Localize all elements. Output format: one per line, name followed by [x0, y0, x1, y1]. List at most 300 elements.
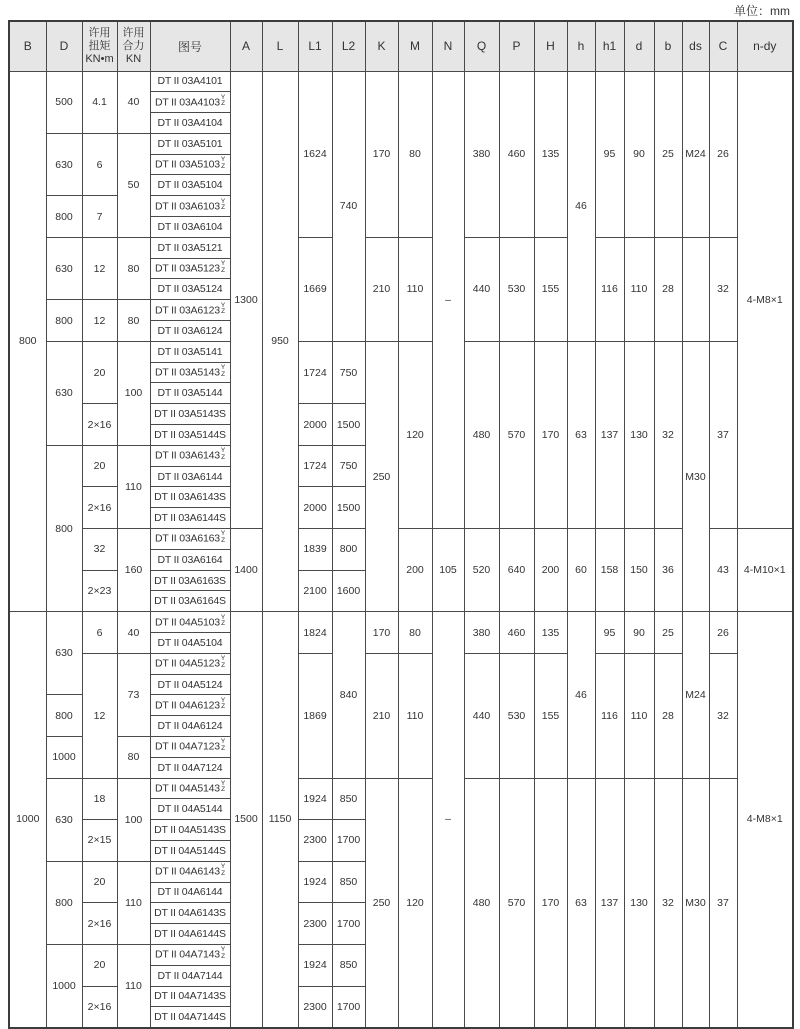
cell-h: 63 — [567, 778, 595, 1028]
drawing-number: DT II 04A6143 — [154, 865, 220, 878]
cell-TH — [150, 820, 230, 841]
cell-M: 110 — [398, 237, 432, 341]
cell-L1: 1724 — [298, 341, 332, 403]
drawing-number: DT II 04A5143S — [154, 824, 226, 837]
cell-TH — [150, 92, 230, 113]
cell-L2: 750 — [332, 341, 365, 403]
cell-D: 800 — [46, 445, 82, 611]
cell-TH — [150, 279, 230, 300]
col-header-Q: Q — [464, 21, 499, 71]
cell-HL: 80 — [117, 300, 150, 342]
col-header-C: C — [709, 21, 737, 71]
cell-TH — [150, 321, 230, 342]
cell-HL: 100 — [117, 778, 150, 861]
yz-top: Y — [220, 655, 226, 663]
cell-D: 1000 — [46, 944, 82, 1027]
drawing-number: DT II 04A6124 — [157, 720, 223, 733]
cell-NJ: 20 — [82, 341, 117, 403]
col-header-line: 合力 — [122, 39, 145, 52]
cell-TH — [150, 466, 230, 487]
cell-TH — [150, 362, 230, 383]
yz-variant-mark — [221, 864, 225, 877]
cell-TH — [150, 196, 230, 217]
yz-variant-mark — [221, 947, 225, 960]
table-row — [9, 71, 793, 92]
cell-b: 28 — [654, 653, 682, 778]
cell-NJ: 2×16 — [82, 404, 117, 446]
cell-h: 46 — [567, 612, 595, 778]
cell-L2: 1700 — [332, 903, 365, 945]
table-row — [9, 237, 793, 258]
cell-TH — [150, 965, 230, 986]
cell-L1: 2300 — [298, 986, 332, 1028]
cell-HL: 40 — [117, 71, 150, 133]
cell-h: 60 — [567, 529, 595, 612]
cell-M: 120 — [398, 778, 432, 1028]
cell-NJ: 12 — [82, 237, 117, 299]
cell-L1: 1924 — [298, 778, 332, 820]
cell-L: 1150 — [262, 612, 298, 1028]
yz-variant-mark — [221, 303, 225, 316]
cell-NJ: 20 — [82, 861, 117, 903]
cell-C: 32 — [709, 653, 737, 778]
col-header-N: N — [432, 21, 464, 71]
col-header-line: 许用 — [122, 26, 145, 39]
cell-C: 37 — [709, 341, 737, 528]
yz-bottom: Z — [221, 162, 225, 170]
cell-Q: 520 — [464, 529, 499, 612]
cell-TH — [150, 737, 230, 758]
drawing-number: DT II 03A6104 — [157, 220, 223, 233]
cell-TH — [150, 840, 230, 861]
drawing-number: DT II 04A6144S — [154, 928, 226, 941]
cell-TH — [150, 591, 230, 612]
cell-D: 1000 — [46, 737, 82, 779]
col-header-K: K — [365, 21, 398, 71]
cell-A: 1300 — [230, 71, 262, 529]
cell-NJ: 32 — [82, 529, 117, 571]
cell-L1: 1869 — [298, 653, 332, 778]
yz-bottom: Z — [221, 453, 225, 461]
cell-L1: 1924 — [298, 861, 332, 903]
drawing-number: DT II 04A7143S — [154, 990, 226, 1003]
cell-h: 63 — [567, 341, 595, 528]
yz-variant-mark — [221, 531, 225, 544]
cell-L2: 850 — [332, 861, 365, 903]
col-header-h: h — [567, 21, 595, 71]
drawing-number: DT II 03A4103 — [154, 95, 220, 108]
cell-TH — [150, 113, 230, 134]
yz-variant-mark — [221, 615, 225, 628]
drawing-number: DT II 03A5123 — [154, 262, 220, 275]
yz-variant-mark — [221, 739, 225, 752]
cell-D: 800 — [46, 300, 82, 342]
cell-d: 130 — [624, 341, 654, 528]
cell-L1: 1669 — [298, 237, 332, 341]
cell-P: 640 — [499, 529, 534, 612]
yz-bottom: Z — [221, 744, 225, 752]
drawing-number: DT II 03A5103 — [154, 158, 220, 171]
cell-C: 32 — [709, 237, 737, 341]
yz-bottom: Z — [221, 370, 225, 378]
cell-H: 135 — [534, 612, 567, 654]
yz-bottom: Z — [221, 620, 225, 628]
col-header-TH: 图号 — [150, 21, 230, 71]
cell-L2: 800 — [332, 529, 365, 571]
table-row — [9, 778, 793, 799]
cell-TH — [150, 716, 230, 737]
cell-M: 80 — [398, 71, 432, 237]
yz-bottom: Z — [221, 266, 225, 274]
drawing-number: DT II 04A7123 — [154, 740, 220, 753]
cell-NJ: 2×15 — [82, 820, 117, 862]
drawing-number: DT II 04A7124 — [157, 761, 223, 774]
drawing-number: DT II 03A5143 — [154, 366, 220, 379]
cell-Q: 440 — [464, 237, 499, 341]
cell-H: 170 — [534, 341, 567, 528]
cell-NJ: 2×16 — [82, 903, 117, 945]
drawing-number: DT II 04A5103 — [154, 615, 220, 628]
drawing-number: DT II 03A6164S — [154, 595, 226, 608]
cell-d: 90 — [624, 71, 654, 237]
cell-h1: 116 — [595, 653, 624, 778]
col-header-line: KN•m — [85, 52, 114, 65]
col-header-L1: L1 — [298, 21, 332, 71]
cell-K: 250 — [365, 341, 398, 611]
table-row — [9, 341, 793, 362]
drawing-number: DT II 03A6163S — [154, 574, 226, 587]
yz-top: Y — [220, 197, 226, 205]
cell-NJ: 2×16 — [82, 986, 117, 1028]
dimension-spec-table — [8, 20, 794, 1029]
drawing-number: DT II 03A5143S — [154, 408, 226, 421]
cell-TH — [150, 529, 230, 550]
cell-C: 37 — [709, 778, 737, 1028]
cell-L1: 1724 — [298, 445, 332, 487]
cell-TH — [150, 799, 230, 820]
cell-L2: 840 — [332, 612, 365, 778]
drawing-number: DT II 03A4101 — [157, 75, 223, 88]
cell-TH — [150, 71, 230, 92]
cell-K: 210 — [365, 237, 398, 341]
yz-top: Y — [220, 447, 226, 455]
drawing-number: DT II 04A7143 — [154, 948, 220, 961]
drawing-number: DT II 04A6123 — [154, 699, 220, 712]
cell-NJ: 12 — [82, 300, 117, 342]
cell-TH — [150, 258, 230, 279]
cell-HL: 110 — [117, 944, 150, 1027]
cell-b: 36 — [654, 529, 682, 612]
col-header-D: D — [46, 21, 82, 71]
cell-TH — [150, 570, 230, 591]
cell-Q: 440 — [464, 653, 499, 778]
cell-TH — [150, 612, 230, 633]
cell-d: 90 — [624, 612, 654, 654]
cell-L2: 750 — [332, 445, 365, 487]
cell-ndy: 4-M8×1 — [737, 71, 793, 529]
cell-TH — [150, 695, 230, 716]
cell-D: 800 — [46, 196, 82, 238]
drawing-number: DT II 04A7144 — [157, 969, 223, 982]
col-header-ds: ds — [682, 21, 709, 71]
cell-D: 630 — [46, 341, 82, 445]
drawing-number: DT II 03A6123 — [154, 303, 220, 316]
drawing-number: DT II 03A5144S — [154, 428, 226, 441]
cell-N: – — [432, 71, 464, 529]
col-header-M: M — [398, 21, 432, 71]
cell-TH — [150, 986, 230, 1007]
col-header-line: 扭矩 — [88, 39, 111, 52]
yz-variant-mark — [221, 95, 225, 108]
drawing-number: DT II 04A5144 — [157, 803, 223, 816]
cell-D: 800 — [46, 695, 82, 737]
yz-bottom: Z — [221, 536, 225, 544]
yz-top: Y — [220, 946, 226, 954]
table-row — [9, 612, 793, 633]
cell-L1: 2100 — [298, 570, 332, 612]
drawing-number: DT II 03A5141 — [157, 345, 223, 358]
cell-NJ: 7 — [82, 196, 117, 238]
yz-variant-mark — [221, 199, 225, 212]
yz-variant-mark — [221, 157, 225, 170]
cell-N: 105 — [432, 529, 464, 612]
cell-D: 500 — [46, 71, 82, 133]
cell-Q: 480 — [464, 341, 499, 528]
yz-variant-mark — [221, 448, 225, 461]
cell-P: 530 — [499, 653, 534, 778]
cell-h1: 95 — [595, 612, 624, 654]
cell-b: 25 — [654, 71, 682, 237]
cell-TH — [150, 425, 230, 446]
cell-ds: M24 — [682, 612, 709, 778]
drawing-number: DT II 03A5104 — [157, 179, 223, 192]
cell-HL: 100 — [117, 341, 150, 445]
cell-C: 26 — [709, 71, 737, 237]
cell-C: 26 — [709, 612, 737, 654]
cell-b: 28 — [654, 237, 682, 341]
cell-TH — [150, 674, 230, 695]
cell-NJ: 6 — [82, 612, 117, 654]
cell-L2: 1700 — [332, 986, 365, 1028]
drawing-number: DT II 03A4104 — [157, 116, 223, 129]
cell-TH — [150, 237, 230, 258]
drawing-number: DT II 03A6124 — [157, 324, 223, 337]
yz-bottom: Z — [221, 204, 225, 212]
cell-Q: 380 — [464, 71, 499, 237]
drawing-number: DT II 03A5121 — [157, 241, 223, 254]
cell-HL: 40 — [117, 612, 150, 654]
cell-L2: 740 — [332, 71, 365, 341]
cell-TH — [150, 508, 230, 529]
cell-d: 110 — [624, 653, 654, 778]
cell-Q: 380 — [464, 612, 499, 654]
cell-M: 200 — [398, 529, 432, 612]
cell-ndy: 4-M8×1 — [737, 612, 793, 1028]
cell-L2: 1500 — [332, 487, 365, 529]
cell-ds: M24 — [682, 71, 709, 237]
col-header-d: d — [624, 21, 654, 71]
cell-D: 630 — [46, 133, 82, 195]
cell-HL: 160 — [117, 529, 150, 612]
col-header-ndy: n-dy — [737, 21, 793, 71]
cell-h1: 137 — [595, 778, 624, 1028]
cell-P: 530 — [499, 237, 534, 341]
cell-TH — [150, 924, 230, 945]
yz-bottom: Z — [221, 308, 225, 316]
drawing-number: DT II 03A6164 — [157, 553, 223, 566]
cell-L2: 850 — [332, 778, 365, 820]
cell-K: 250 — [365, 778, 398, 1028]
cell-d: 110 — [624, 237, 654, 341]
cell-h1: 116 — [595, 237, 624, 341]
cell-L1: 2000 — [298, 487, 332, 529]
cell-TH — [150, 154, 230, 175]
cell-H: 200 — [534, 529, 567, 612]
cell-D: 630 — [46, 778, 82, 861]
cell-L1: 1824 — [298, 612, 332, 654]
drawing-number: DT II 04A6144 — [157, 886, 223, 899]
cell-h1: 137 — [595, 341, 624, 528]
cell-L1: 2300 — [298, 903, 332, 945]
yz-variant-mark — [221, 781, 225, 794]
cell-A: 1500 — [230, 612, 262, 1028]
cell-TH — [150, 633, 230, 654]
cell-D: 800 — [46, 861, 82, 944]
cell-TH — [150, 549, 230, 570]
drawing-number: DT II 03A6143S — [154, 491, 226, 504]
drawing-number: DT II 04A7144S — [154, 1011, 226, 1023]
cell-TH — [150, 445, 230, 466]
yz-top: Y — [220, 364, 226, 372]
cell-M: 80 — [398, 612, 432, 654]
yz-top: Y — [220, 863, 226, 871]
drawing-number: DT II 03A6163 — [154, 532, 220, 545]
cell-b: 32 — [654, 341, 682, 528]
cell-TH — [150, 487, 230, 508]
yz-top: Y — [220, 260, 226, 268]
cell-L: 950 — [262, 71, 298, 612]
table-header — [9, 21, 793, 71]
yz-top: Y — [220, 530, 226, 538]
cell-L2: 1700 — [332, 820, 365, 862]
cell-HL: 73 — [117, 653, 150, 736]
drawing-number: DT II 04A6143S — [154, 907, 226, 920]
cell-HL: 110 — [117, 445, 150, 528]
cell-L1: 1624 — [298, 71, 332, 237]
cell-NJ: 18 — [82, 778, 117, 820]
drawing-number: DT II 03A6103 — [154, 199, 220, 212]
cell-L1: 1839 — [298, 529, 332, 571]
cell-H: 135 — [534, 71, 567, 237]
cell-Q: 480 — [464, 778, 499, 1028]
cell-C: 43 — [709, 529, 737, 612]
cell-TH — [150, 300, 230, 321]
drawing-number: DT II 04A5104 — [157, 636, 223, 649]
cell-D: 630 — [46, 237, 82, 299]
col-header-line: KN — [125, 52, 142, 65]
cell-TH — [150, 944, 230, 965]
yz-top: Y — [220, 301, 226, 309]
yz-top: Y — [220, 156, 226, 164]
cell-TH — [150, 882, 230, 903]
cell-P: 460 — [499, 612, 534, 654]
drawing-number: DT II 04A5123 — [154, 657, 220, 670]
cell-A: 1400 — [230, 529, 262, 612]
cell-h1: 95 — [595, 71, 624, 237]
yz-bottom: Z — [221, 786, 225, 794]
cell-h1: 158 — [595, 529, 624, 612]
cell-M: 120 — [398, 341, 432, 528]
cell-ds — [682, 237, 709, 341]
col-header-L2: L2 — [332, 21, 365, 71]
cell-H: 155 — [534, 653, 567, 778]
drawing-number: DT II 04A5144S — [154, 844, 226, 857]
col-header-line: 许用 — [88, 26, 111, 39]
cell-H: 155 — [534, 237, 567, 341]
drawing-number: DT II 03A6143 — [154, 449, 220, 462]
yz-bottom: Z — [221, 703, 225, 711]
drawing-number: DT II 03A5144 — [157, 387, 223, 400]
drawing-number: DT II 04A5124 — [157, 678, 223, 691]
unit-label: 单位：mm — [734, 4, 790, 18]
cell-TH — [150, 1007, 230, 1028]
cell-TH — [150, 383, 230, 404]
yz-bottom: Z — [221, 661, 225, 669]
cell-NJ: 20 — [82, 445, 117, 487]
drawing-number: DT II 04A5143 — [154, 782, 220, 795]
col-header-P: P — [499, 21, 534, 71]
cell-TH — [150, 757, 230, 778]
yz-bottom: Z — [221, 100, 225, 108]
cell-TH — [150, 778, 230, 799]
cell-b: 25 — [654, 612, 682, 654]
cell-ds: M30 — [682, 778, 709, 1028]
cell-NJ: 4.1 — [82, 71, 117, 133]
col-header-h1: h1 — [595, 21, 624, 71]
cell-L1: 2000 — [298, 404, 332, 446]
cell-ds: M30 — [682, 341, 709, 611]
cell-L2: 1500 — [332, 404, 365, 446]
col-header-L: L — [262, 21, 298, 71]
cell-NJ: 20 — [82, 944, 117, 986]
cell-HL: 80 — [117, 737, 150, 779]
cell-M: 110 — [398, 653, 432, 778]
table-row — [9, 653, 793, 674]
cell-NJ: 2×16 — [82, 487, 117, 529]
cell-L2: 850 — [332, 944, 365, 986]
yz-top: Y — [220, 696, 226, 704]
cell-P: 570 — [499, 341, 534, 528]
drawing-number: DT II 03A6144 — [157, 470, 223, 483]
cell-TH — [150, 404, 230, 425]
cell-K: 170 — [365, 71, 398, 237]
cell-NJ: 2×23 — [82, 570, 117, 612]
yz-top: Y — [220, 738, 226, 746]
cell-B: 1000 — [9, 612, 46, 1028]
cell-TH — [150, 903, 230, 924]
cell-K: 170 — [365, 612, 398, 654]
col-header-A: A — [230, 21, 262, 71]
cell-P: 570 — [499, 778, 534, 1028]
yz-top: Y — [220, 93, 226, 101]
drawing-number: DT II 03A5101 — [157, 137, 223, 150]
col-header-HL — [117, 21, 150, 71]
cell-H: 170 — [534, 778, 567, 1028]
col-header-H: H — [534, 21, 567, 71]
yz-variant-mark — [221, 698, 225, 711]
cell-h: 46 — [567, 71, 595, 341]
yz-bottom: Z — [221, 952, 225, 960]
